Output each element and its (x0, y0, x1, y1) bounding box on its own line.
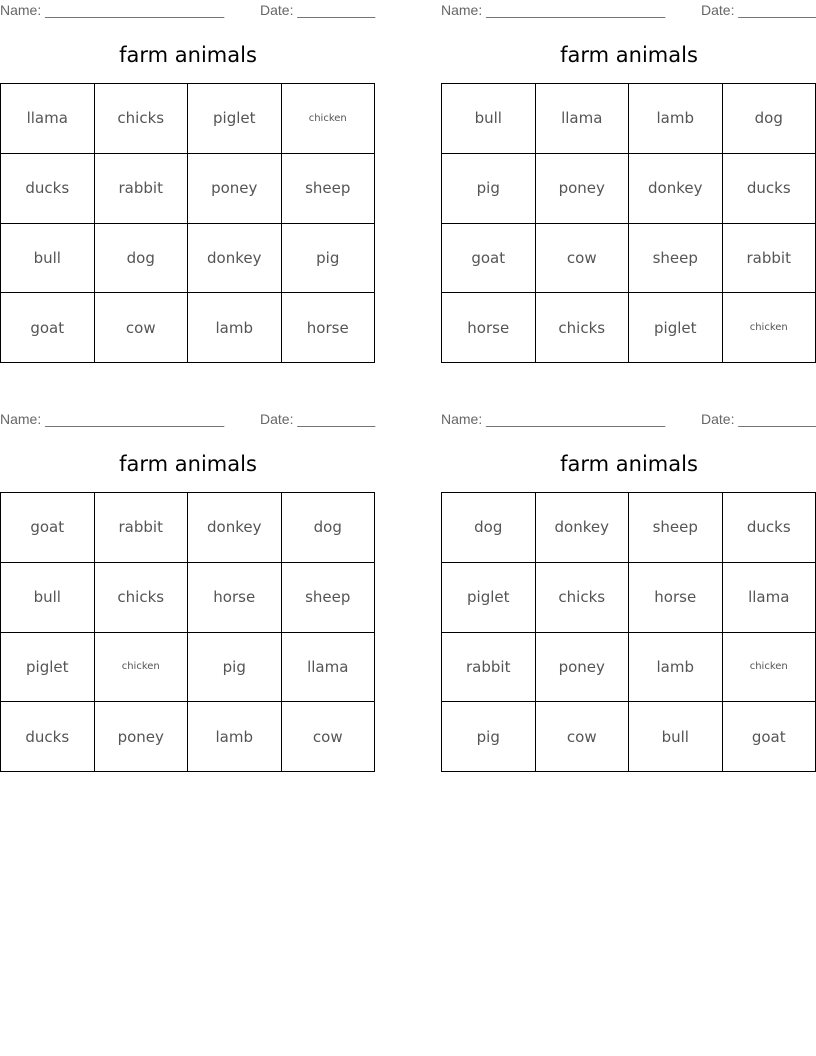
bingo-cell: bull (1, 224, 95, 294)
bingo-cell: poney (536, 633, 630, 703)
bingo-cell: rabbit (95, 493, 189, 563)
name-field: Name: _______________________ (0, 2, 225, 18)
bingo-cell: bull (442, 84, 536, 154)
bingo-grid (0, 492, 375, 772)
name-field: Name: _______________________ (441, 411, 666, 427)
bingo-cell: dog (723, 84, 816, 154)
bingo-cell: dog (95, 224, 189, 294)
bingo-cell: cow (282, 702, 376, 772)
bingo-cell: horse (629, 563, 723, 633)
card-title: farm animals (119, 452, 257, 476)
bingo-cell: sheep (629, 493, 723, 563)
bingo-cell: rabbit (95, 154, 189, 224)
bingo-cell: poney (188, 154, 282, 224)
bingo-cell: sheep (629, 224, 723, 294)
bingo-cell: horse (442, 293, 536, 363)
bingo-cell: lamb (188, 293, 282, 363)
bingo-cell: dog (442, 493, 536, 563)
bingo-cell: goat (1, 293, 95, 363)
bingo-cell: chicken (723, 633, 816, 703)
bingo-cell: cow (95, 293, 189, 363)
date-field: Date: __________ (260, 411, 376, 427)
bingo-cell: dog (282, 493, 376, 563)
bingo-grid (441, 83, 816, 363)
bingo-cell: llama (536, 84, 630, 154)
bingo-cell: rabbit (723, 224, 816, 294)
bingo-cell: chicks (536, 563, 630, 633)
bingo-grid (441, 492, 816, 772)
date-field: Date: __________ (701, 411, 816, 427)
bingo-card (441, 409, 816, 779)
bingo-cell: pig (442, 154, 536, 224)
bingo-cell: chicks (536, 293, 630, 363)
bingo-cell: ducks (723, 154, 816, 224)
bingo-cell: donkey (188, 224, 282, 294)
bingo-cell: piglet (188, 84, 282, 154)
bingo-cell: bull (1, 563, 95, 633)
bingo-cell: chicks (95, 84, 189, 154)
bingo-cell: goat (1, 493, 95, 563)
bingo-cell: chicks (95, 563, 189, 633)
bingo-cell: llama (282, 633, 376, 703)
name-field: Name: _______________________ (441, 2, 666, 18)
card-header (441, 2, 816, 20)
bingo-cell: llama (1, 84, 95, 154)
bingo-cell: pig (282, 224, 376, 294)
bingo-cell: donkey (629, 154, 723, 224)
bingo-cell: chicken (95, 633, 189, 703)
bingo-cell: horse (188, 563, 282, 633)
bingo-cell: cow (536, 224, 630, 294)
bingo-cell: piglet (1, 633, 95, 703)
card-header (0, 411, 376, 429)
bingo-cell: horse (282, 293, 376, 363)
bingo-cell: ducks (1, 702, 95, 772)
bingo-cell: llama (723, 563, 816, 633)
card-header (0, 2, 376, 20)
bingo-cell: donkey (188, 493, 282, 563)
bingo-cell: lamb (629, 633, 723, 703)
bingo-cell: pig (442, 702, 536, 772)
card-title: farm animals (560, 43, 698, 67)
card-title: farm animals (119, 43, 257, 67)
date-field: Date: __________ (701, 2, 816, 18)
bingo-cell: chicken (723, 293, 816, 363)
name-field: Name: _______________________ (0, 411, 225, 427)
bingo-cell: lamb (629, 84, 723, 154)
bingo-cell: cow (536, 702, 630, 772)
card-title: farm animals (560, 452, 698, 476)
bingo-cell: chicken (282, 84, 376, 154)
bingo-cell: poney (536, 154, 630, 224)
bingo-cell: lamb (188, 702, 282, 772)
bingo-cell: bull (629, 702, 723, 772)
bingo-cell: rabbit (442, 633, 536, 703)
bingo-card (0, 409, 376, 779)
bingo-cell: goat (442, 224, 536, 294)
bingo-cell: sheep (282, 154, 376, 224)
bingo-cell: ducks (723, 493, 816, 563)
bingo-cell: poney (95, 702, 189, 772)
bingo-card (441, 0, 816, 370)
bingo-cell: piglet (629, 293, 723, 363)
bingo-cell: piglet (442, 563, 536, 633)
date-field: Date: __________ (260, 2, 376, 18)
bingo-cell: ducks (1, 154, 95, 224)
bingo-card (0, 0, 376, 370)
bingo-cell: pig (188, 633, 282, 703)
card-header (441, 411, 816, 429)
bingo-cell: goat (723, 702, 816, 772)
bingo-grid (0, 83, 375, 363)
bingo-cell: donkey (536, 493, 630, 563)
bingo-cell: sheep (282, 563, 376, 633)
